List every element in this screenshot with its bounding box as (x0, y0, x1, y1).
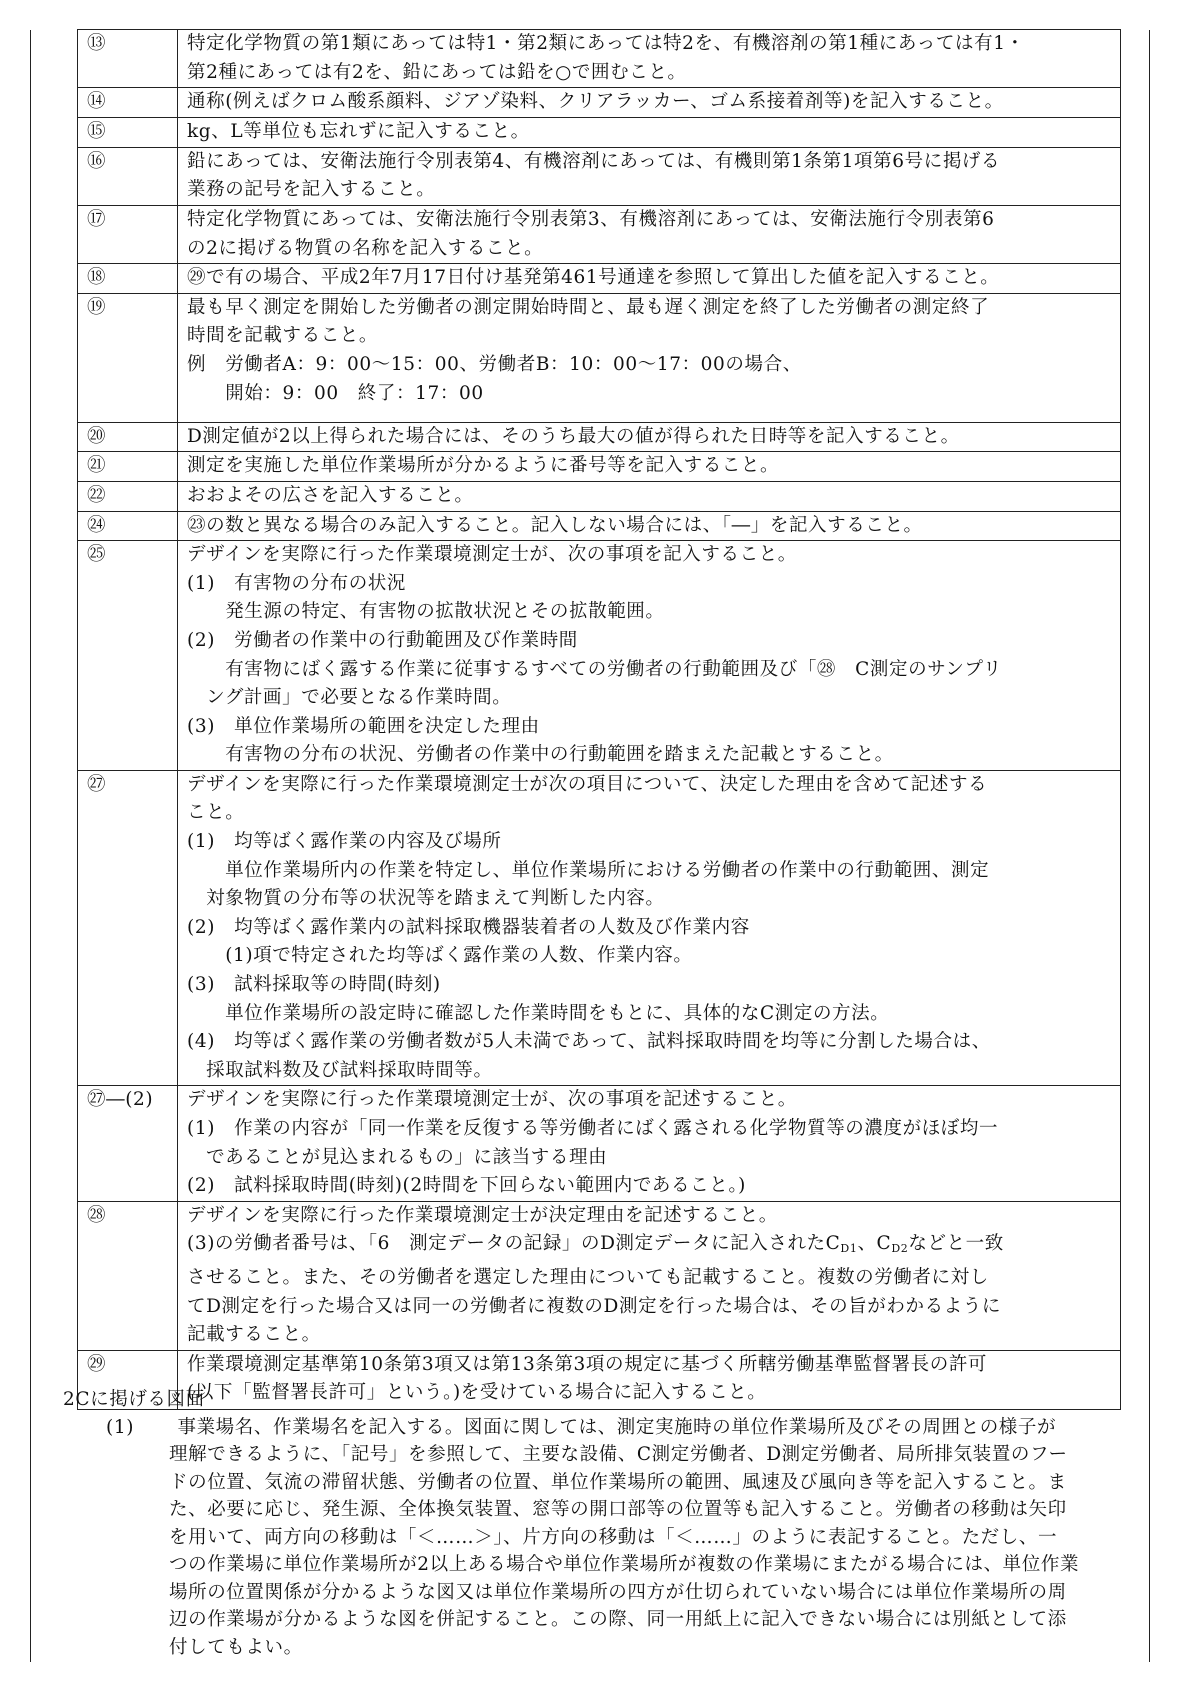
note-number (78, 541, 178, 771)
note-number (78, 481, 178, 511)
note-text-line: (1) 均等ばく露作業の内容及び場所 (187, 831, 502, 853)
circled-number-label: ㉕ (87, 544, 107, 566)
note-text-line: 採取試料数及び試料採取時間等。 (187, 1059, 493, 1081)
note-row (78, 422, 1121, 452)
section-item-line: 事業場名、作業場名を記入する。図面に関しては、測定実施時の単位作業場所及びその周囲との様子が (177, 1416, 1057, 1438)
note-text-line: (2) 試料採取時間(時刻)(2時間を下回らない範囲内であること。) (187, 1175, 746, 1197)
note-text-line: デザインを実際に行った作業環境測定士が次の項目について、決定した理由を含めて記述する (187, 773, 988, 795)
note-row (78, 1086, 1121, 1201)
section-item-line: た、必要に応じ、発生源、全体換気装置、窓等の開口部等の位置等も記入すること。労働者の移動は矢印 (169, 1499, 1067, 1520)
note-number (78, 118, 178, 148)
note-text (178, 147, 1121, 205)
circled-number-label: ⑮ (87, 121, 107, 143)
note-row (78, 293, 1121, 422)
note-text (178, 264, 1121, 294)
note-text-line: 業務の記号を記入すること。 (187, 179, 436, 201)
note-row (78, 118, 1121, 148)
circled-number-label: ⑬ (87, 33, 107, 54)
note-text-line: D測定値が2以上得られた場合には、そのうち最大の値が得られた日時等を記入すること。 (187, 425, 960, 447)
note-number (78, 205, 178, 263)
note-text-line: 時間を記載すること。 (187, 325, 379, 347)
circled-number-label: ㉘ (87, 1204, 107, 1226)
note-number (78, 88, 178, 118)
note-text (178, 1086, 1121, 1201)
section-item-line: ドの位置、気流の滞留状態、労働者の位置、単位作業場所の範囲、風速及び風向き等を記入すること。ま (169, 1471, 1067, 1493)
note-text-line: 発生源の特定、有害物の拡散状況とその拡散範囲。 (187, 601, 665, 623)
note-text (178, 770, 1121, 1086)
note-text-line: させること。また、その労働者を選定した理由についても記載すること。複数の労働者に対し (187, 1266, 989, 1288)
note-text-line: (2) 労働者の作業中の行動範囲及び作業時間 (187, 629, 578, 651)
note-row (78, 30, 1121, 88)
note-text (178, 452, 1121, 482)
note-text-line: ㉙で有の場合、平成2年7月17日付け基発第461号通達を参照して算出した値を記入すること。 (187, 267, 1000, 289)
note-text (178, 1201, 1121, 1350)
note-text-line: ㉓の数と異なる場合のみ記入すること。記入しない場合には、「―」を記入すること。 (187, 514, 923, 536)
circled-number-label: ㉑ (87, 455, 107, 477)
note-text-line: 通称(例えばクロム酸系顔料、ジアゾ染料、クリアラッカー、ゴム系接着剤等)を記入すること。 (187, 91, 1004, 113)
note-text-line: 例 労働者A：9：00～15：00、労働者B：10：00～17：00の場合、 (187, 353, 802, 375)
note-text-line: (1) 有害物の分布の状況 (187, 572, 407, 594)
circled-number-label: ㉒ (87, 484, 107, 506)
note-number (78, 147, 178, 205)
note-text-line: 最も早く測定を開始した労働者の測定開始時間と、最も遅く測定を終了した労働者の測定終了 (187, 296, 990, 318)
note-text (178, 30, 1121, 88)
note-text (178, 541, 1121, 771)
note-text-line: の2に掲げる物質の名称を記入すること。 (187, 237, 544, 259)
note-row (78, 88, 1121, 118)
section-item-line: 理解できるように、「記号」を参照して、主要な設備、C測定労働者、D測定労働者、局所排気装置のフー (169, 1444, 1068, 1465)
circled-number-label: ⑰ (87, 208, 107, 230)
section-item-line: 辺の作業場が分かるような図を併記すること。この際、同一用紙上に記入できない場合には別紙として添 (169, 1609, 1067, 1630)
circled-number-label: ⑲ (87, 296, 107, 318)
circled-number-label: ⑳ (87, 425, 107, 447)
note-row (78, 205, 1121, 263)
section-heading: 2Cに掲げる図面 (63, 1389, 205, 1410)
note-number (78, 452, 178, 482)
note-text-line: 単位作業場所の設定時に確認した作業時間をもとに、具体的なC測定の方法。 (187, 1002, 890, 1024)
note-row (78, 147, 1121, 205)
note-text (178, 422, 1121, 452)
note-text-line: であることが見込まれるもの」に該当する理由 (187, 1146, 608, 1168)
section-item-line: を用いて、両方向の移動は「＜……＞」、片方向の移動は「＜……」のように表記すること。ただし、一 (169, 1526, 1058, 1548)
circled-number-label: ⑭ (87, 91, 107, 113)
note-number (78, 422, 178, 452)
note-row (78, 770, 1121, 1086)
note-text-line: (3)の労働者番号は、「6 測定データの記録」のD測定データに記入された$C_{D1}$、$C_{D2}$などと一致 (187, 1233, 1004, 1256)
note-row (78, 452, 1121, 482)
note-text (178, 205, 1121, 263)
note-text (178, 481, 1121, 511)
note-text-line: (1) 作業の内容が「同一作業を反復する等労働者にばく露される化学物質等の濃度がほぼ均一 (187, 1118, 999, 1139)
note-text-line: 作業環境測定基準第10条第3項又は第13条第3項の規定に基づく所轄労働基準監督署長の許可 (187, 1353, 988, 1375)
note-text (178, 511, 1121, 541)
circled-number-label: ㉙ (87, 1353, 107, 1375)
circled-number-label: ⑯ (87, 150, 107, 172)
note-text-line: 単位作業場所内の作業を特定し、単位作業場所における労働者の作業中の行動範囲、測定 (187, 859, 990, 881)
note-text (178, 118, 1121, 148)
note-text-line: 開始：9：00 終了：17：00 (187, 382, 484, 404)
note-text-line: (1)項で特定された均等ばく露作業の人数、作業内容。 (187, 945, 693, 967)
note-text-line: 測定を実施した単位作業場所が分かるように番号等を記入すること。 (187, 455, 780, 477)
section-item-line: 付してもよい。 (169, 1636, 303, 1658)
section-item-line: つの作業場に単位作業場所が2以上ある場合や単位作業場所が複数の作業場にまたがる場合には、単位作業 (169, 1554, 1080, 1575)
note-text-line: 有害物にばく露する作業に従事するすべての労働者の行動範囲及び「㉘ C測定のサンプリ (187, 658, 1002, 680)
note-text-line: (3) 試料採取等の時間(時刻) (187, 974, 441, 996)
note-text-line: (2) 均等ばく露作業内の試料採取機器装着者の人数及び作業内容 (187, 916, 750, 938)
page-margin-line-left (30, 30, 31, 1662)
note-row (78, 1201, 1121, 1350)
note-text-line: kg、L等単位も忘れずに記入すること。 (187, 121, 530, 143)
note-number (78, 1086, 178, 1201)
note-text-line: てD測定を行った場合又は同一の労働者に複数のD測定を行った場合は、その旨がわかるように (187, 1295, 1001, 1317)
note-text-line: こと。 (187, 802, 245, 824)
note-number (78, 30, 178, 88)
note-text-line: 記載すること。 (187, 1324, 321, 1346)
note-text-line: 対象物質の分布等の状況等を踏まえて判断した内容。 (187, 888, 665, 910)
note-text-line: おおよその広さを記入すること。 (187, 484, 474, 506)
note-text (178, 293, 1121, 422)
note-number (78, 770, 178, 1086)
circled-number-label: ㉗―(2) (87, 1089, 154, 1111)
circled-number-label: ㉗ (87, 773, 107, 795)
note-text-line: 特定化学物質にあっては、安衛法施行令別表第3、有機溶剤にあっては、安衛法施行令別表第6 (187, 208, 995, 230)
circled-number-label: ⑱ (87, 267, 107, 289)
note-row (78, 511, 1121, 541)
note-text-line: デザインを実際に行った作業環境測定士が決定理由を記述すること。 (187, 1204, 778, 1226)
note-number (78, 264, 178, 294)
section-item-line: 場所の位置関係が分かるような図又は単位作業場所の四方が仕切られていない場合には単位作業場所の周 (169, 1581, 1067, 1603)
section-item-1 (63, 1414, 1153, 1662)
note-text-line: (4) 均等ばく露作業の労働者数が5人未満であって、試料採取時間を均等に分割した場合は、 (187, 1031, 991, 1053)
section-item-label: (1) (106, 1416, 135, 1438)
note-text-line: デザインを実際に行った作業環境測定士が、次の事項を記入すること。 (187, 544, 797, 566)
circled-number-label: ㉔ (87, 514, 107, 536)
note-row (78, 541, 1121, 771)
note-number (78, 511, 178, 541)
note-text-line: デザインを実際に行った作業環境測定士が、次の事項を記述すること。 (187, 1089, 797, 1111)
note-number (78, 1201, 178, 1350)
figure-section (63, 1386, 1153, 1661)
note-text-line: 有害物の分布の状況、労働者の作業中の行動範囲を踏まえた記載とすること。 (187, 744, 894, 766)
note-text-line: (以下「監督署長許可」という。)を受けている場合に記入すること。 (187, 1382, 767, 1404)
notes-table (77, 29, 1121, 1410)
note-text-line: ング計画」で必要となる作業時間。 (187, 687, 512, 709)
note-text-line: 鉛にあっては、安衛法施行令別表第4、有機溶剤にあっては、有機則第1条第1項第6号に掲げる (187, 150, 1001, 172)
note-number (78, 293, 178, 422)
note-text-line: 第2種にあっては有2を、鉛にあっては鉛を○で囲むこと。 (187, 61, 687, 83)
note-row (78, 264, 1121, 294)
note-text-line: (3) 単位作業場所の範囲を決定した理由 (187, 715, 540, 737)
note-text-line: 特定化学物質の第1類にあっては特1・第2類にあっては特2を、有機溶剤の第1種にあっては有1・ (187, 33, 1025, 54)
note-text (178, 88, 1121, 118)
note-row (78, 481, 1121, 511)
